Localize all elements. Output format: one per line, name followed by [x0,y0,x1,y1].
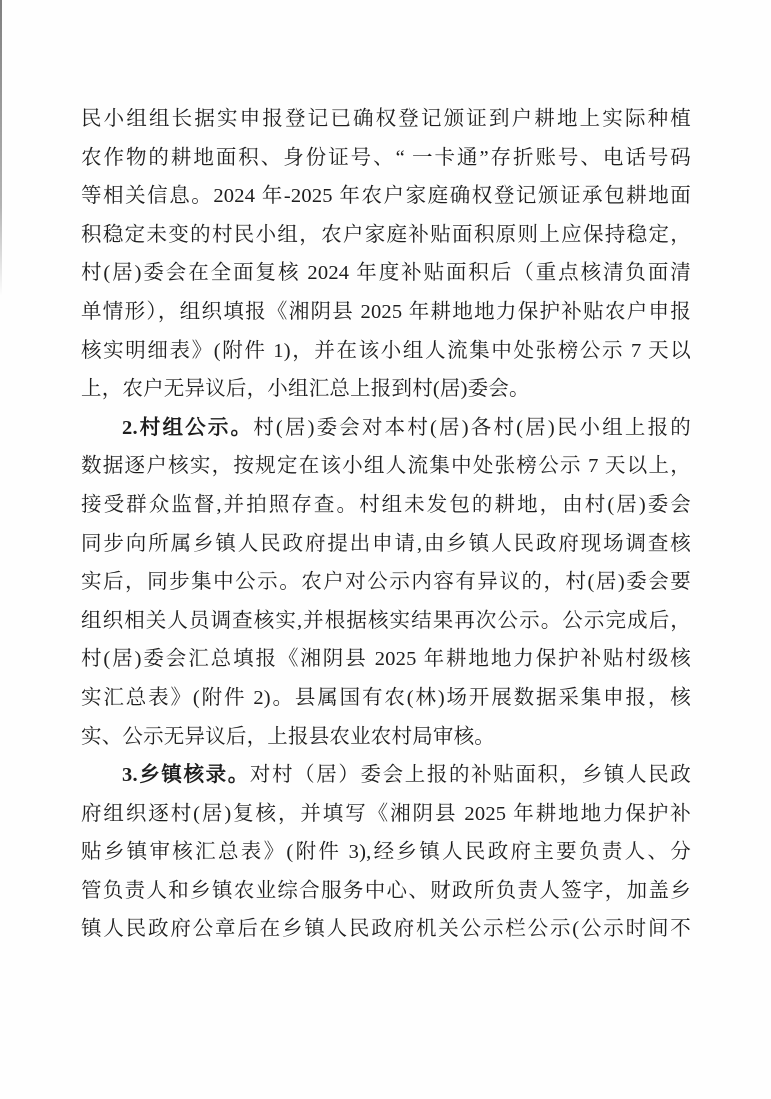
text-run: 数据逐户核实，按规定在该小组人流集中处张榜公示 7 天以上， [81,455,691,478]
text-run: 村(居)委会汇总填报《湘阴县 2025 年耕地地力保护补贴村级核 [81,648,691,671]
text-line [81,602,691,641]
text-run: 单情形），组织填报《湘阴县 2025 年耕地地力保护补贴农户申报 [81,300,691,323]
text-line [81,795,691,834]
heading-run: 2.村组公示。 [122,416,254,439]
text-line [81,332,691,371]
text-line [81,139,691,178]
text-line [81,447,691,486]
text-line [81,409,691,448]
text-line [81,640,691,679]
text-run: 等相关信息。2024 年-2025 年农户家庭确权登记颁证承包耕地面 [81,185,691,208]
text-line [81,486,691,525]
text-run: 积稳定未变的村民小组，农户家庭补贴面积原则上应保持稳定， [81,223,691,246]
scan-edge-artifact [0,0,2,296]
heading-run: 3.乡镇核录。 [122,764,250,787]
text-line [81,370,691,409]
text-run: 对村（居）委会上报的补贴面积，乡镇人民政 [249,764,692,787]
text-line [81,216,691,255]
text-line [81,254,691,293]
text-run: 村(居)委会对本村(居)各村(居)民小组上报的 [253,416,691,439]
text-line [81,718,691,757]
text-run: 府组织逐村(居)复核，并填写《湘阴县 2025 年耕地地力保护补 [81,802,691,825]
text-line [81,756,691,795]
text-run: 民小组组长据实申报登记已确权登记颁证到户耕地上实际种植 [81,108,691,130]
text-run: 镇人民政府公章后在乡镇人民政府机关公示栏公示(公示时间不 [81,918,691,941]
text-run: 核实明细表》(附件 1)，并在该小组人流集中处张榜公示 7 天以 [81,339,691,362]
text-line [81,100,691,139]
text-run: 同步向所属乡镇人民政府提出申请,由乡镇人民政府现场调查核 [81,532,691,555]
text-run: 实汇总表》(附件 2)。县属国有农(林)场开展数据采集申报，核 [81,686,691,709]
text-run: 组织相关人员调查核实,并根据核实结果再次公示。公示完成后， [81,609,691,632]
text-line [81,525,691,564]
text-run: 实后，同步集中公示。农户对公示内容有异议的，村(居)委会要 [81,571,691,594]
text-run: 接受群众监督,并拍照存查。村组未发包的耕地，由村(居)委会 [81,493,691,516]
text-line [81,563,691,602]
text-run: 实、公示无异议后，上报县农业农村局审核。 [81,725,495,748]
text-line [81,679,691,718]
text-run: 村(居)委会在全面复核 2024 年度补贴面积后（重点核清负面清 [81,262,691,285]
text-run: 上，农户无异议后，小组汇总上报到村(居)委会。 [81,378,530,401]
text-line [81,833,691,872]
text-line [81,872,691,911]
document-text [81,100,691,949]
text-run: 农作物的耕地面积、身份证号、“ 一卡通”存折账号、电话号码 [81,146,691,169]
text-line [81,177,691,216]
text-run: 贴乡镇审核汇总表》(附件 3),经乡镇人民政府主要负责人、分 [81,841,691,864]
text-line [81,293,691,332]
text-run: 管负责人和乡镇农业综合服务中心、财政所负责人签字，加盖乡 [81,879,691,902]
text-line [81,910,691,949]
